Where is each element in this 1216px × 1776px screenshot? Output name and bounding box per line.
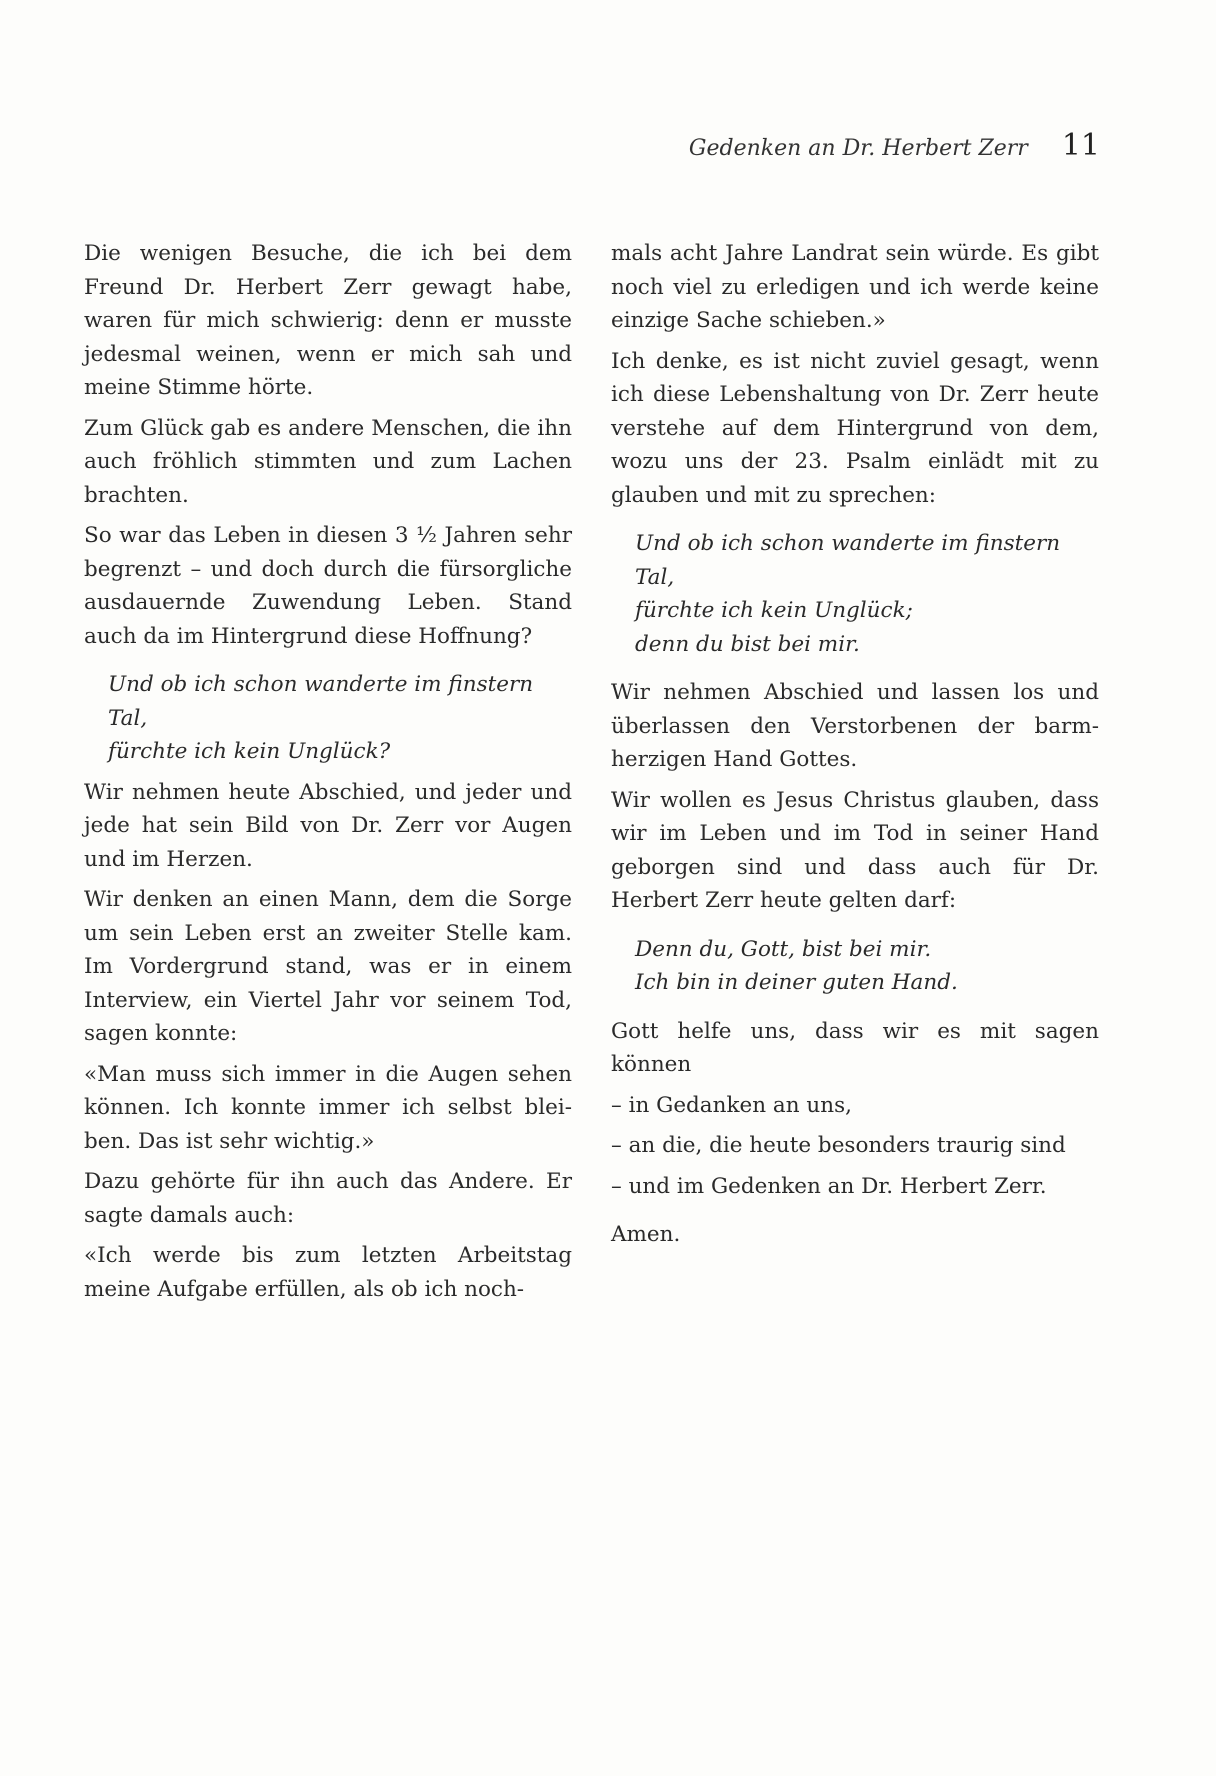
- psalm-quote-line: Und ob ich schon wanderte im finstern Tal,: [108, 672, 534, 731]
- paragraph: «Ich werde bis zum letzten Arbeitstag meine Aufgabe erfüllen, als ob ich noch-: [84, 1243, 572, 1302]
- page-number: 11: [1061, 128, 1100, 163]
- paragraph: «Man muss sich immer in die Augen sehen können. Ich konnte immer ich selbst bleiben. Das ist sehr wichtig.»: [84, 1061, 572, 1154]
- psalm-quote-line: denn du bist bei mir.: [635, 631, 860, 657]
- paragraph: Ich denke, es ist nicht zuviel gesagt, wenn ich diese Lebenshaltung von Dr. Zerr heute verstehe auf dem Hintergrund von dem, wozu uns der 23. Psalm einlädt mit zu glauben und mit zu sprechen:: [611, 348, 1099, 508]
- paragraph: So war das Leben in diesen 3 ½ Jahren sehr begrenzt – und doch durch die fürsorgliche ausdauernde Zuwendung Leben. Stand auch da im Hintergrund diese Hoffnung?: [84, 523, 572, 649]
- paragraph: Die wenigen Besuche, die ich bei dem Freund Dr. Herbert Zerr gewagt habe, waren für mich schwierig: denn er musste jedesmal weinen, wenn er mich sah und meine Stimme hörte.: [84, 241, 572, 400]
- psalm-quote-line: fürchte ich kein Unglück;: [635, 598, 913, 623]
- prayer-line: – und im Gedenken an Dr. Herbert Zerr.: [611, 1173, 1047, 1199]
- paragraph: mals acht Jahre Landrat sein würde. Es gibt noch viel zu erledigen und ich werde keine einzige Sache schieben.»: [611, 241, 1099, 333]
- paragraph: Wir denken an einen Mann, dem die Sorge um sein Leben erst an zweiter Stelle kam. Im Vordergrund stand, was er in einem Interview, ein Viertel Jahr vor seinem Tod, sagen konnte:: [84, 887, 572, 1046]
- running-header: [680, 128, 1100, 163]
- paragraph: Gott helfe uns, dass wir es mit sagen können: [611, 1018, 1099, 1077]
- paragraph: Wir wollen es Jesus Christus glauben, dass wir im Leben und im Tod in seiner Hand geborgen sind und dass auch für Dr. Herbert Zerr heute gelten darf:: [611, 787, 1099, 913]
- right-column: [611, 237, 1099, 1252]
- paragraph: Wir nehmen heute Abschied, und jeder und jede hat sein Bild von Dr. Zerr vor Augen und im Herzen.: [84, 779, 572, 872]
- quote-line: Ich bin in deiner guten Hand.: [635, 970, 958, 995]
- paragraph: Zum Glück gab es andere Menschen, die ihn auch fröhlich stimmten und zum Lachen brachten.: [84, 415, 572, 508]
- running-title: Gedenken an Dr. Herbert Zerr: [688, 136, 1028, 161]
- psalm-quote-line: Und ob ich schon wanderte im finstern Tal,: [635, 531, 1061, 590]
- prayer-line: – an die, die heute besonders traurig sind: [611, 1133, 1066, 1158]
- prayer-line: – in Gedanken an uns,: [611, 1092, 852, 1118]
- quote-line: Denn du, Gott, bist bei mir.: [635, 936, 932, 962]
- left-column: [84, 237, 572, 1306]
- psalm-quote-line: fürchte ich kein Unglück?: [108, 739, 391, 764]
- paragraph: Wir nehmen Abschied und lassen los und überlassen den Verstorbenen der barmherzigen Hand Gottes.: [611, 680, 1099, 772]
- closing-amen: Amen.: [611, 1222, 681, 1247]
- paragraph: Dazu gehörte für ihn auch das Andere. Er sagte damals auch:: [84, 1169, 572, 1228]
